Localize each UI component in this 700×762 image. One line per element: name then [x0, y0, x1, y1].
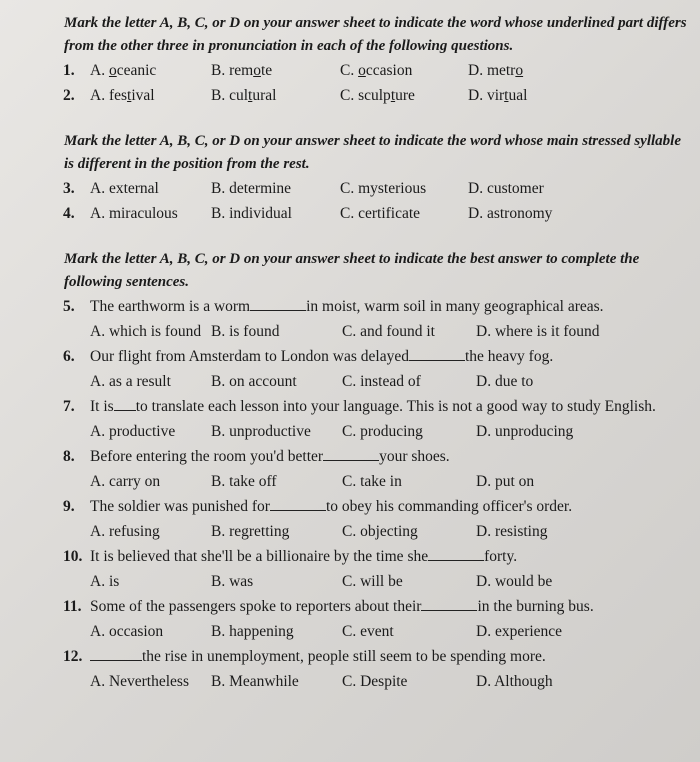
option-b: B. determine — [211, 180, 292, 197]
option-a: A. as a result — [90, 373, 171, 390]
question-item — [64, 394, 688, 444]
question-text — [90, 294, 604, 319]
section-stress — [64, 130, 688, 226]
question-number: 11. — [63, 598, 82, 615]
stem-after: your shoes. — [379, 448, 450, 465]
option-a: A. refusing — [90, 523, 160, 540]
question-row — [64, 83, 688, 108]
option-b: B. remote — [211, 62, 273, 79]
underlined-part: t — [504, 87, 509, 104]
question-number: 12. — [63, 648, 83, 665]
section-sentence-completion — [64, 248, 688, 694]
stem-before: The soldier was punished for — [90, 498, 270, 515]
answer-options — [64, 369, 688, 394]
question-stem — [64, 644, 688, 669]
option-d: D. astronomy — [468, 205, 553, 222]
option-c: C. instead of — [342, 373, 421, 390]
question-item — [64, 594, 688, 644]
question-text — [90, 644, 546, 669]
question-number: 6. — [63, 348, 75, 365]
option-d: D. would be — [476, 573, 553, 590]
question-number: 5. — [63, 298, 75, 315]
stem-before: The earthworm is a worm — [90, 298, 251, 315]
question-number: 4. — [63, 205, 75, 222]
option-d: D. virtual — [468, 87, 528, 104]
question-text — [90, 394, 656, 419]
stem-after: forty. — [484, 548, 518, 565]
question-list — [64, 294, 688, 694]
option-a: A. carry on — [90, 473, 161, 490]
answer-blank — [270, 495, 326, 511]
answer-options — [64, 619, 688, 644]
underlined-part: t — [248, 87, 253, 104]
option-a: A. external — [90, 180, 159, 197]
question-row — [64, 58, 688, 83]
section-instruction: Mark the letter A, B, C, or D on your answer sheet to indicate the best answer to complete the following sentences. — [64, 251, 640, 290]
question-text — [90, 594, 594, 619]
question-stem — [64, 594, 688, 619]
question-item — [64, 294, 688, 344]
answer-blank — [409, 345, 465, 361]
option-a: A. is — [90, 573, 120, 590]
option-c: C. certificate — [340, 205, 421, 222]
option-d: D. where is it found — [476, 323, 600, 340]
question-row — [64, 201, 688, 226]
underlined-part: t — [390, 87, 396, 104]
option-c: C. mysterious — [340, 180, 427, 197]
section-pronunciation — [64, 12, 688, 108]
question-stem — [64, 444, 688, 469]
stem-after: in moist, warm soil in many geographical areas. — [306, 298, 604, 315]
question-item — [64, 544, 688, 594]
question-list — [64, 176, 688, 226]
answer-options — [64, 419, 688, 444]
option-b: B. was — [211, 573, 254, 590]
section-instruction: Mark the letter A, B, C, or D on your answer sheet to indicate the word whose underlined part differs from the other three in pronunciation in each of the following questions. — [64, 15, 687, 54]
question-number: 9. — [63, 498, 75, 515]
question-number: 10. — [63, 548, 83, 565]
stem-after: to translate each lesson into your language. This is not a good way to study English. — [135, 398, 656, 415]
answer-options — [64, 669, 688, 694]
option-b: B. take off — [211, 473, 277, 490]
answer-blank — [421, 595, 477, 611]
option-c: C. objecting — [342, 523, 418, 540]
option-d: D. due to — [476, 373, 534, 390]
question-text — [90, 544, 517, 569]
stem-after: the rise in unemployment, people still seem to be spending more. — [142, 648, 546, 665]
answer-options — [90, 201, 690, 226]
question-item — [64, 344, 688, 394]
option-c: C. take in — [342, 473, 402, 490]
option-d: D. put on — [476, 473, 535, 490]
answer-options — [90, 58, 690, 83]
question-stem — [64, 494, 688, 519]
stem-before: Before entering the room you'd better — [90, 448, 324, 465]
question-number: 3. — [63, 180, 75, 197]
stem-before: It is believed that she'll be a billionaire by the time she — [90, 548, 429, 565]
underlined-part: o — [108, 62, 117, 79]
answer-options — [64, 469, 688, 494]
option-a: A. occasion — [90, 623, 164, 640]
question-stem — [64, 294, 688, 319]
option-a: A. oceanic — [90, 62, 157, 79]
stem-after: in the burning bus. — [477, 598, 594, 615]
answer-options — [64, 319, 688, 344]
option-a: A. Nevertheless — [90, 673, 189, 690]
option-a: A. miraculous — [90, 205, 178, 222]
underlined-part: o — [358, 62, 366, 79]
stem-before: It is — [90, 398, 114, 415]
answer-blank — [428, 545, 484, 561]
option-d: D. metro — [468, 62, 524, 79]
option-c: C. will be — [342, 573, 403, 590]
question-row — [64, 176, 688, 201]
option-b: B. Meanwhile — [211, 673, 299, 690]
answer-blank — [90, 645, 142, 661]
question-item — [64, 494, 688, 544]
question-text — [90, 494, 572, 519]
stem-before: Our flight from Amsterdam to London was delayed — [90, 348, 409, 365]
option-b: B. individual — [211, 205, 292, 222]
option-d: D. customer — [468, 180, 544, 197]
answer-options — [90, 83, 690, 108]
question-stem — [64, 544, 688, 569]
stem-after: the heavy fog. — [464, 348, 554, 365]
option-b: B. is found — [211, 323, 280, 340]
option-a: A. festival — [90, 87, 155, 104]
option-d: D. Although — [476, 673, 553, 690]
option-b: B. happening — [211, 623, 294, 640]
underlined-part: o — [253, 62, 261, 79]
answer-blank — [250, 295, 306, 311]
answer-options — [64, 569, 688, 594]
answer-options — [90, 176, 690, 201]
option-b: B. cultural — [211, 87, 277, 104]
question-list — [64, 58, 688, 108]
option-c: C. Despite — [342, 673, 408, 690]
question-number: 2. — [63, 87, 75, 104]
option-c: C. occasion — [340, 62, 413, 79]
stem-before: Some of the passengers spoke to reporters about their — [90, 598, 422, 615]
option-d: D. resisting — [476, 523, 548, 540]
option-c: C. and found it — [342, 323, 435, 340]
option-b: B. on account — [211, 373, 297, 390]
question-text — [90, 344, 553, 369]
option-a: A. productive — [90, 423, 176, 440]
option-c: C. producing — [342, 423, 423, 440]
option-d: D. unproducing — [476, 423, 574, 440]
question-stem — [64, 344, 688, 369]
option-d: D. experience — [476, 623, 563, 640]
underlined-part: o — [515, 62, 524, 79]
section-instruction: Mark the letter A, B, C, or D on your answer sheet to indicate the word whose main stressed syllable is different in the position from the rest. — [64, 133, 681, 172]
answer-blank — [323, 445, 379, 461]
answer-options — [64, 519, 688, 544]
underlined-part: t — [127, 87, 132, 104]
question-item — [64, 444, 688, 494]
question-item — [64, 644, 688, 694]
question-stem — [64, 394, 688, 419]
option-c: C. event — [342, 623, 394, 640]
answer-blank — [114, 395, 136, 411]
question-text — [90, 444, 450, 469]
question-number: 7. — [63, 398, 75, 415]
option-b: B. unproductive — [211, 423, 311, 440]
question-number: 1. — [63, 62, 75, 79]
question-number: 8. — [63, 448, 75, 465]
option-c: C. sculpture — [340, 87, 415, 104]
option-a: A. which is found — [90, 323, 202, 340]
option-b: B. regretting — [211, 523, 290, 540]
stem-after: to obey his commanding officer's order. — [325, 498, 573, 515]
